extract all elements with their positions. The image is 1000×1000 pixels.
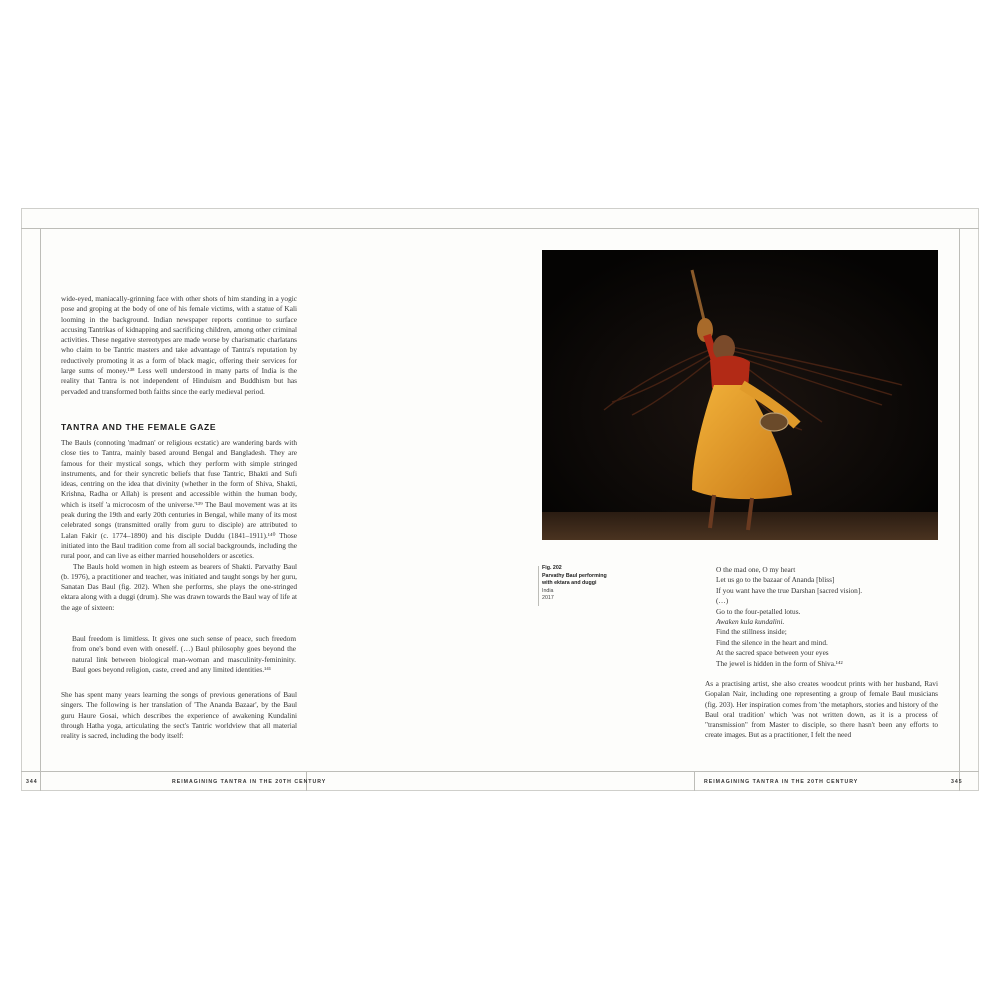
left-body-bauls	[61, 438, 297, 613]
poem-line: O the mad one, O my heart	[716, 565, 796, 574]
poem-line: Find the silence in the heart and mind.	[716, 637, 828, 647]
right-margin-rule	[959, 228, 960, 791]
left-page-number: 344	[26, 779, 38, 785]
caption-year: 2017	[542, 595, 554, 602]
quote-text: Baul freedom is limitless. It gives one such sense of peace, such freedom from one's bond even with oneself. (…) Baul philosophy goes beyond the natural link between biological man-woman and masculinity-femininity. Baul goes beyond religion, caste, creed and any limited identities.¹⁴¹	[72, 634, 296, 674]
stage-floor	[542, 512, 938, 540]
caption-rule	[538, 566, 539, 606]
paragraph: The Bauls (connoting 'madman' or religious ecstatic) are wandering bards with close ties to Tantra, mainly based around Bengal and Bangladesh. They are famous for their mystical songs, which they perform with simple stringed instruments, and for their syncretic beliefs that fuse Tantric, Bhakti and Sufi ideas, centring on the idea that divinity (whether in the form of Shiva, Shakti, Krishna, Radha or Allah) is present and accessible within the human body, which is itself 'a microcosm of the universe.'¹³⁹ The Baul movement was at its peak during the 19th and early 20th centuries in Bengal, while many of its most celebrated songs (transmitted orally from guru to disciple) are attributed to Lalan Fakir (c. 1774–1890) and his disciple Duddu (1841–1911).¹⁴⁰ Those initiated into the Baul tradition come from all social backgrounds, including the rural poor, and can live as either married householders or ascetics.	[61, 438, 297, 561]
right-running-head: REIMAGINING TANTRA IN THE 20TH CENTURY	[704, 779, 859, 785]
bottom-rule	[21, 771, 979, 772]
left-running-head: REIMAGINING TANTRA IN THE 20TH CENTURY	[172, 779, 327, 785]
caption-title: with ektara and duggi	[542, 580, 597, 587]
right-page-number: 345	[951, 779, 963, 785]
block-quote	[72, 634, 296, 675]
left-paragraph-continuation	[61, 294, 297, 397]
left-body-translation	[61, 690, 297, 741]
caption-title: Parvathy Baul performing	[542, 572, 607, 579]
performer-photo	[542, 250, 938, 540]
caption-place: India	[542, 587, 554, 594]
left-margin-rule	[40, 228, 41, 791]
poem	[716, 565, 862, 669]
poem-line: Find the stillness inside;	[716, 627, 787, 637]
poem-line: Awaken kula kundalini.	[716, 617, 785, 627]
section-heading: TANTRA AND THE FEMALE GAZE	[61, 422, 217, 432]
poem-line: Go to the four-petalled lotus.	[716, 606, 801, 616]
poem-line: The jewel is hidden in the form of Shiva.¹⁴²	[716, 658, 843, 668]
poem-line: If you want have the true Darshan [sacred vision].	[716, 585, 863, 595]
paragraph: As a practising artist, she also creates woodcut prints with her husband, Ravi Gopalan Nair, including one representing a group of female Baul musicians (fig. 203). Her inspiration comes from 'the metaphors, stories and history of the Baul oral tradition' which 'was not written down, as it is a process of "transmission" from Master to disciple, so there hasn't been any efforts to create images. But as a practitioner, I felt the need	[705, 679, 938, 740]
footer-divider-right	[694, 771, 695, 791]
paragraph: wide-eyed, maniacally-grinning face with other shots of him standing in a yogic pose and groping at the body of one of his female victims, with a statue of Kali looming in the background. Indian newspaper reports continue to surface accusing Tantrikas of kidnapping and sacrificing children, among other criminal activities. These negative stereotypes are made worse by charismatic charlatans who claim to be Tantric masters and take advantage of Tantra's reputation by reductively promoting it as a form of black magic, offering their services for large sums of money.¹³⁸ Less well understood in many parts of India is the reality that Tantra is not independent of Hinduism and Buddhism but has pervaded and transformed both faiths since the early medieval period.	[61, 294, 297, 396]
paragraph: The Bauls hold women in high esteem as bearers of Shakti. Parvathy Baul (b. 1976), a practitioner and teacher, was initiated and taught songs by her guru, Sanatan Das Baul (fig. 202). When she performs, she plays the one-stringed ektara along with a duggi (drum). She was drawn towards the Baul way of life at the age of sixteen:	[61, 561, 297, 612]
poem-line: At the sacred space between your eyes	[716, 648, 829, 658]
top-rule	[21, 228, 979, 229]
poem-line: Let us go to the bazaar of Ananda [bliss]	[716, 575, 835, 585]
figure-caption	[542, 565, 632, 603]
poem-line: (…)	[716, 596, 729, 606]
photo-illustration	[542, 250, 938, 540]
right-body-paragraph	[705, 679, 938, 741]
caption-fig-number: Fig. 202	[542, 565, 562, 571]
paragraph: She has spent many years learning the songs of previous generations of Baul singers. The following is her translation of 'The Ananda Bazaar', by the Baul guru Haure Gosai, which describes the experience of awakening Kundalini through Hatha yoga, articulating the sect's Tantric worldview that all material reality is sacred, including the body itself:	[61, 690, 297, 741]
duggi-drum	[760, 413, 788, 431]
